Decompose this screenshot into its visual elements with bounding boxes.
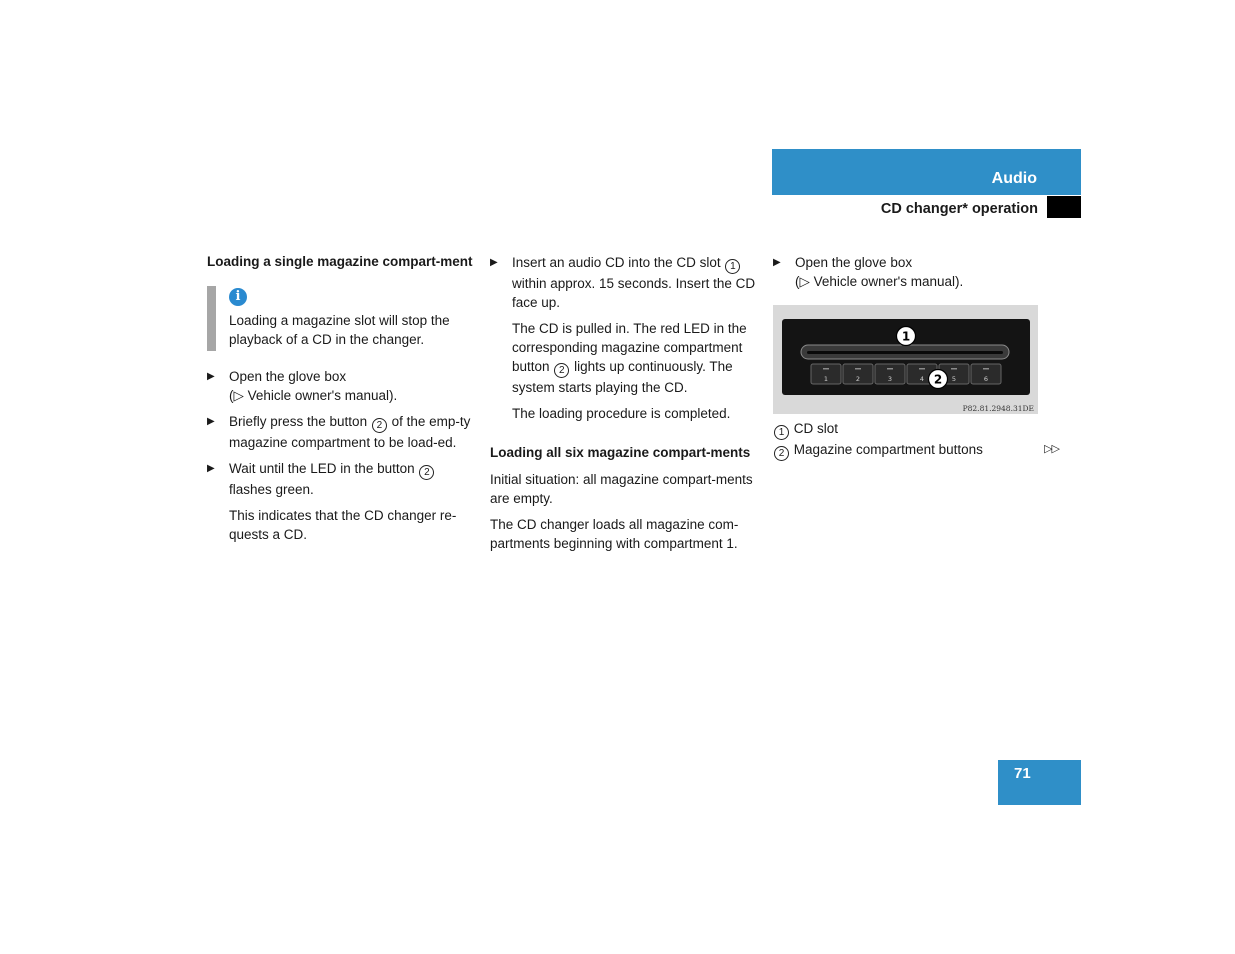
- bullet-arrow-icon: ▶: [490, 257, 498, 268]
- callout-2-icon: 2: [419, 465, 434, 480]
- button-label: 1: [823, 375, 829, 383]
- heading-single-compartment: Loading a single magazine compart-ment: [207, 254, 473, 269]
- callout-2-marker: [929, 370, 948, 389]
- figure-code: P82.81.2948.31DE: [962, 404, 1034, 413]
- note-text: Loading a magazine slot will stop the playback of a CD in the changer.: [229, 313, 450, 347]
- bullet-arrow-icon: ▶: [773, 257, 781, 268]
- step-open-glove-box: ▶ Open the glove box (▷ Vehicle owner's manual).: [207, 369, 398, 403]
- column-1: [207, 253, 477, 551]
- button-label: 5: [951, 375, 957, 383]
- callout-1-marker: [897, 327, 916, 346]
- info-note: [207, 286, 477, 349]
- paragraph: Initial situation: all magazine compart-ments are empty.: [490, 472, 753, 506]
- step-result: The CD is pulled in. The red LED in the corresponding magazine compartment button 2 lights up continuously. The system starts playing the CD.: [512, 321, 747, 395]
- bullet-arrow-icon: ▶: [207, 416, 215, 427]
- button-label: 3: [887, 375, 893, 383]
- step-result: The loading procedure is completed.: [512, 406, 731, 421]
- legend-item: 2 Magazine compartment buttons ▷▷: [773, 440, 1063, 461]
- callout-2-icon: 2: [774, 446, 789, 461]
- svg-text:1: 1: [901, 329, 911, 344]
- note-bar: [207, 286, 216, 351]
- column-2: [490, 253, 758, 560]
- section-header-band: [772, 149, 1081, 195]
- button-label: 2: [855, 375, 861, 383]
- bullet-arrow-icon: ▶: [207, 463, 215, 474]
- svg-text:2: 2: [933, 372, 943, 387]
- step-result: This indicates that the CD changer re-quests a CD.: [229, 508, 457, 542]
- header-marker: [1047, 196, 1081, 218]
- button-label: 4: [919, 375, 925, 383]
- column-3: [773, 253, 1063, 461]
- subsection-title: CD changer* operation: [880, 201, 1038, 217]
- callout-2-icon: 2: [372, 418, 387, 433]
- bullet-arrow-icon: ▶: [207, 371, 215, 382]
- section-title: Audio: [991, 170, 1037, 187]
- page-number-box: [998, 760, 1081, 805]
- button-label: 6: [983, 375, 989, 383]
- legend-item: 1 CD slot: [773, 419, 1063, 440]
- continue-arrows-icon: ▷▷: [1044, 443, 1059, 455]
- figure-legend: [773, 419, 1063, 461]
- info-icon: i: [229, 288, 247, 306]
- callout-1-icon: 1: [774, 425, 789, 440]
- step-press-button: ▶ Briefly press the button 2 of the emp-ty magazine compartment to be load-ed.: [207, 414, 471, 450]
- cd-changer-figure: [773, 305, 1038, 414]
- step-wait-led: ▶ Wait until the LED in the button 2 flashes green.: [207, 459, 477, 499]
- callout-1-icon: 1: [725, 259, 740, 274]
- paragraph: The CD changer loads all magazine com-partments beginning with compartment 1.: [490, 517, 739, 551]
- page-number: 71: [1014, 765, 1031, 782]
- step-open-glove-box: ▶ Open the glove box (▷ Vehicle owner's manual).: [773, 255, 964, 289]
- heading-all-compartments: Loading all six magazine compart-ments: [490, 445, 751, 460]
- callout-2-icon: 2: [554, 363, 569, 378]
- cd-changer-illustration: [773, 305, 1038, 414]
- step-insert-cd: ▶ Insert an audio CD into the CD slot 1 within approx. 15 seconds. Insert the CD face up.: [490, 255, 756, 310]
